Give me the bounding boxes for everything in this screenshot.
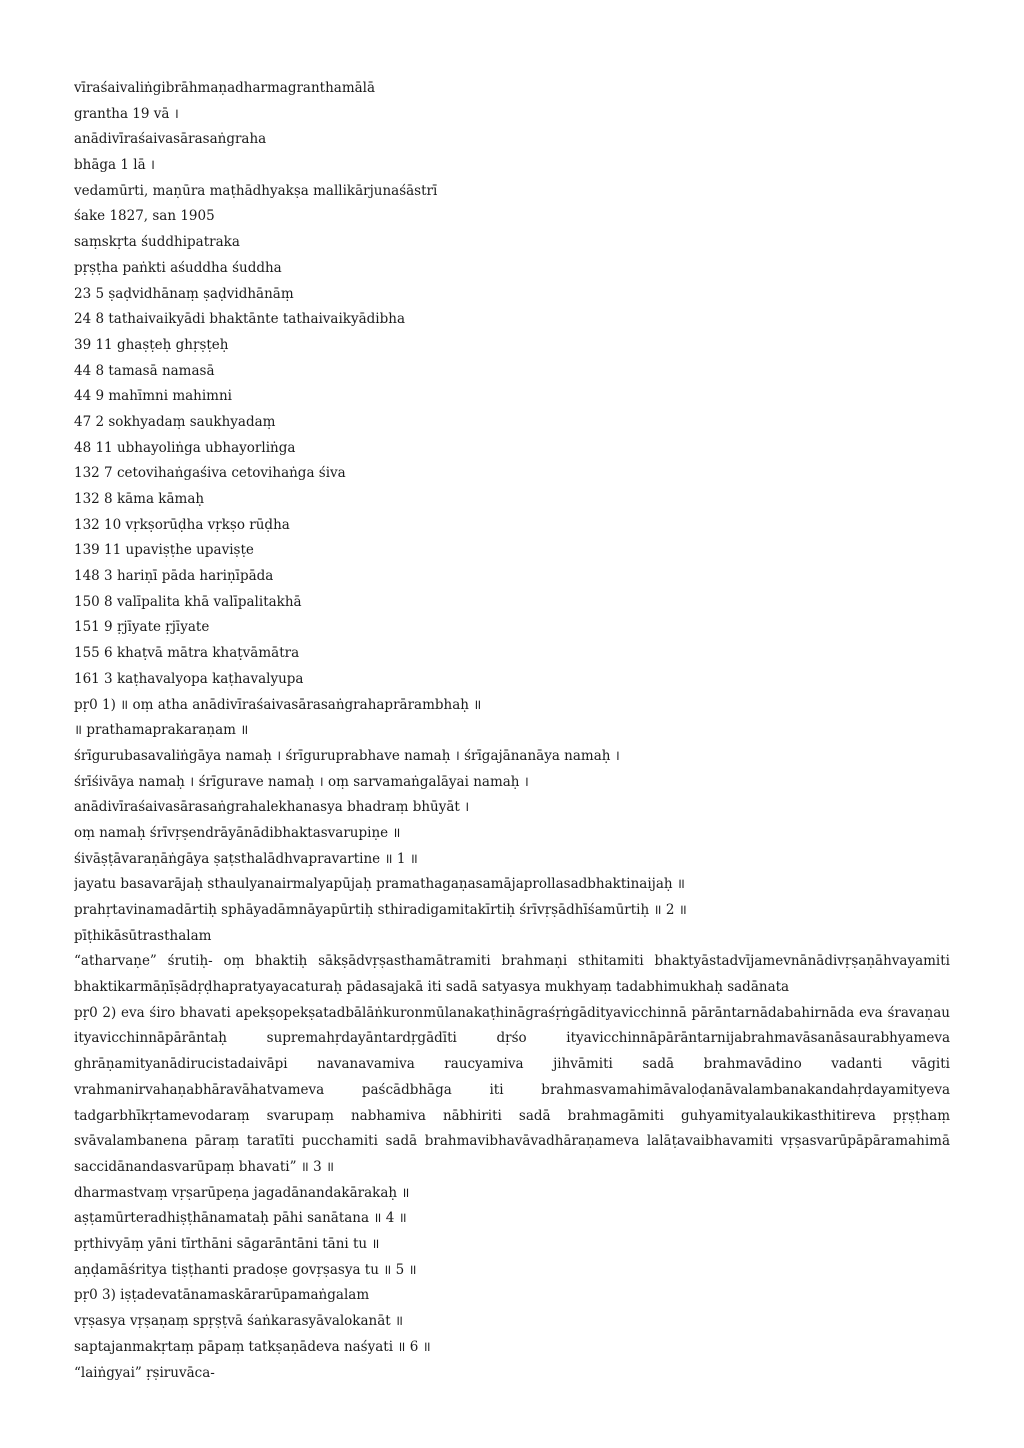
errata-row: 150 8 valīpalita khā valīpalitakhā	[74, 593, 302, 610]
errata-row: 48 11 ubhayoliṅga ubhayorliṅga	[74, 439, 296, 456]
verse-line: prahṛtavinamadārtiḥ sphāyadāmnāyapūrtiḥ sthiradigamitakīrtiḥ śrīvṛṣādhīśamūrtiḥ ॥ 2 ॥	[74, 902, 687, 918]
volume-number: bhāga 1 lā ।	[74, 157, 156, 174]
document-page	[74, 76, 950, 1386]
errata-row: 139 11 upaviṣṭhe upaviṣṭe	[74, 542, 254, 559]
errata-row: 148 3 hariṇī pāda hariṇīpāda	[74, 568, 274, 585]
errata-block	[74, 230, 950, 692]
text-line: “laiṅgyai” ṛṣiruvāca-	[74, 1364, 215, 1381]
verse-line: oṃ namaḥ śrīvṛṣendrāyānādibhaktasvarupiṇe ॥	[74, 824, 401, 841]
series-title: vīraśaivaliṅgibrāhmaṇadharmagranthamālā	[74, 80, 376, 96]
section-heading: pīṭhikāsūtrasthalam	[74, 927, 212, 944]
errata-title: saṃskṛta śuddhipatraka	[74, 234, 240, 251]
errata-row: 151 9 ṛjīyate ṛjīyate	[74, 619, 210, 636]
text-body	[74, 693, 950, 1387]
errata-row: 39 11 ghaṣṭeḥ ghṛṣṭeḥ	[74, 336, 229, 353]
errata-row: 44 9 mahīmni mahimni	[74, 388, 232, 405]
verse-line: saptajanmakṛtaṃ pāpaṃ tatkṣaṇādeva naśyati ॥ 6 ॥	[74, 1338, 431, 1355]
verse-line: pṛthivyāṃ yāni tīrthāni sāgarāntāni tāni tu ॥	[74, 1236, 380, 1253]
verse-line: aṣṭamūrteradhiṣṭhānamataḥ pāhi sanātana ॥ 4 ॥	[74, 1210, 407, 1227]
book-title: anādivīraśaivasārasaṅgraha	[74, 131, 267, 148]
verse-line: śivāṣṭāvaraṇāṅgāya ṣaṭsthalādhvapravartine ॥ 1 ॥	[74, 850, 418, 867]
verse-line: dharmastvaṃ vṛṣarūpeṇa jagadānandakārakaḥ ॥	[74, 1184, 410, 1201]
chapter-heading: ॥ prathamaprakaraṇam ॥	[74, 722, 249, 739]
text-line: śrīgurubasavaliṅgāya namaḥ । śrīguruprabhave namaḥ । śrīgajānanāya namaḥ ।	[74, 747, 620, 764]
verse-line: aṇḍamāśritya tiṣṭhanti pradoṣe govṛṣasya tu ॥ 5 ॥	[74, 1261, 417, 1278]
verse-line: jayatu basavarājaḥ sthaulyanairmalyapūjaḥ pramathagaṇasamājaprollasadbhaktinaijaḥ ॥	[74, 876, 685, 893]
errata-row: 155 6 khaṭvā mātra khaṭvāmātra	[74, 645, 300, 662]
author-line: vedamūrti, maṇūra maṭhādhyakṣa mallikārjunaśāstrī	[74, 182, 438, 199]
header-block	[74, 76, 950, 230]
errata-row: 47 2 sokhyadaṃ saukhyadaṃ	[74, 413, 276, 430]
errata-row: 23 5 ṣaḍvidhānaṃ ṣaḍvidhānāṃ	[74, 285, 294, 302]
errata-row: 132 7 cetovihaṅgaśiva cetovihaṅga śiva	[74, 465, 346, 482]
prose-paragraph: “atharvaṇe” śrutiḥ- oṃ bhaktiḥ sākṣādvṛṣasthamātramiti brahmaṇi sthitamiti bhaktyāstadvījamevnānādivṛṣaṇāhvayamiti bhaktikarmāṇīṣādṛḍhapratyayacaturaḥ pādasajakā iti sadā satyasya mukhyaṃ tadabhimukhaḥ sadānata	[74, 953, 950, 996]
grantha-number: grantha 19 vā ।	[74, 105, 179, 122]
text-line: pṛ0 3) iṣṭadevatānamaskārarūpamaṅgalam	[74, 1287, 370, 1304]
errata-row: 44 8 tamasā namasā	[74, 362, 215, 379]
errata-row: 132 8 kāma kāmaḥ	[74, 491, 205, 507]
text-line: śrīśivāya namaḥ । śrīgurave namaḥ । oṃ sarvamaṅgalāyai namaḥ ।	[74, 773, 529, 790]
verse-line: vṛṣasya vṛṣaṇaṃ spṛṣṭvā śaṅkarasyāvalokanāt ॥	[74, 1313, 404, 1330]
errata-row: 24 8 tathaivaikyādi bhaktānte tathaivaikyādibha	[74, 311, 406, 328]
errata-row: 132 10 vṛkṣorūḍha vṛkṣo rūḍha	[74, 516, 290, 533]
errata-row: 161 3 kaṭhavalyopa kaṭhavalyupa	[74, 670, 304, 687]
text-line: anādivīraśaivasārasaṅgrahalekhanasya bhadraṃ bhūyāt ।	[74, 799, 470, 816]
prose-paragraph: pṛ0 2) eva śiro bhavati apekṣopekṣatadbālāṅkuronmūlanakaṭhināgraśṛṅgādityavicchinnā pārāntarnādabahirnāda eva śravaṇau ityavicchinnāpārāntaḥ supremahṛdayāntardṛgādīti dṛśo ityavicchinnāpārāntarnijabrahmavāsanāsaurabhyameva ghrāṇamityanādirucistadaivāpi navanavamiva raucyamiva jihvāmiti sadā brahmavādino vadanti vāgiti vrahmanirvahaṇabhāravāhatvameva paścādbhāga iti brahmasvamahimāvaloḍanāvalambanakandahṛdayamityeva tadgarbhīkṛtamevodaraṃ svarupaṃ nabhamiva nābhiriti sadā brahmagāmiti guhyamityalaukikasthitireva pṛṣṭhaṃ svāvalambanena pāraṃ taratīti pucchamiti sadā brahmavibhavāvadhāraṇameva lalāṭavaibhavamiti vṛṣasvarūpāpāramahimā saccidānandasvarūpaṃ bhavati” ॥ 3 ॥	[74, 1004, 950, 1175]
text-line: pṛ0 1) ॥ oṃ atha anādivīraśaivasārasaṅgrahaprārambhaḥ ॥	[74, 696, 482, 713]
date-line: śake 1827, san 1905	[74, 208, 215, 225]
errata-header: pṛṣṭha paṅkti aśuddha śuddha	[74, 259, 282, 276]
